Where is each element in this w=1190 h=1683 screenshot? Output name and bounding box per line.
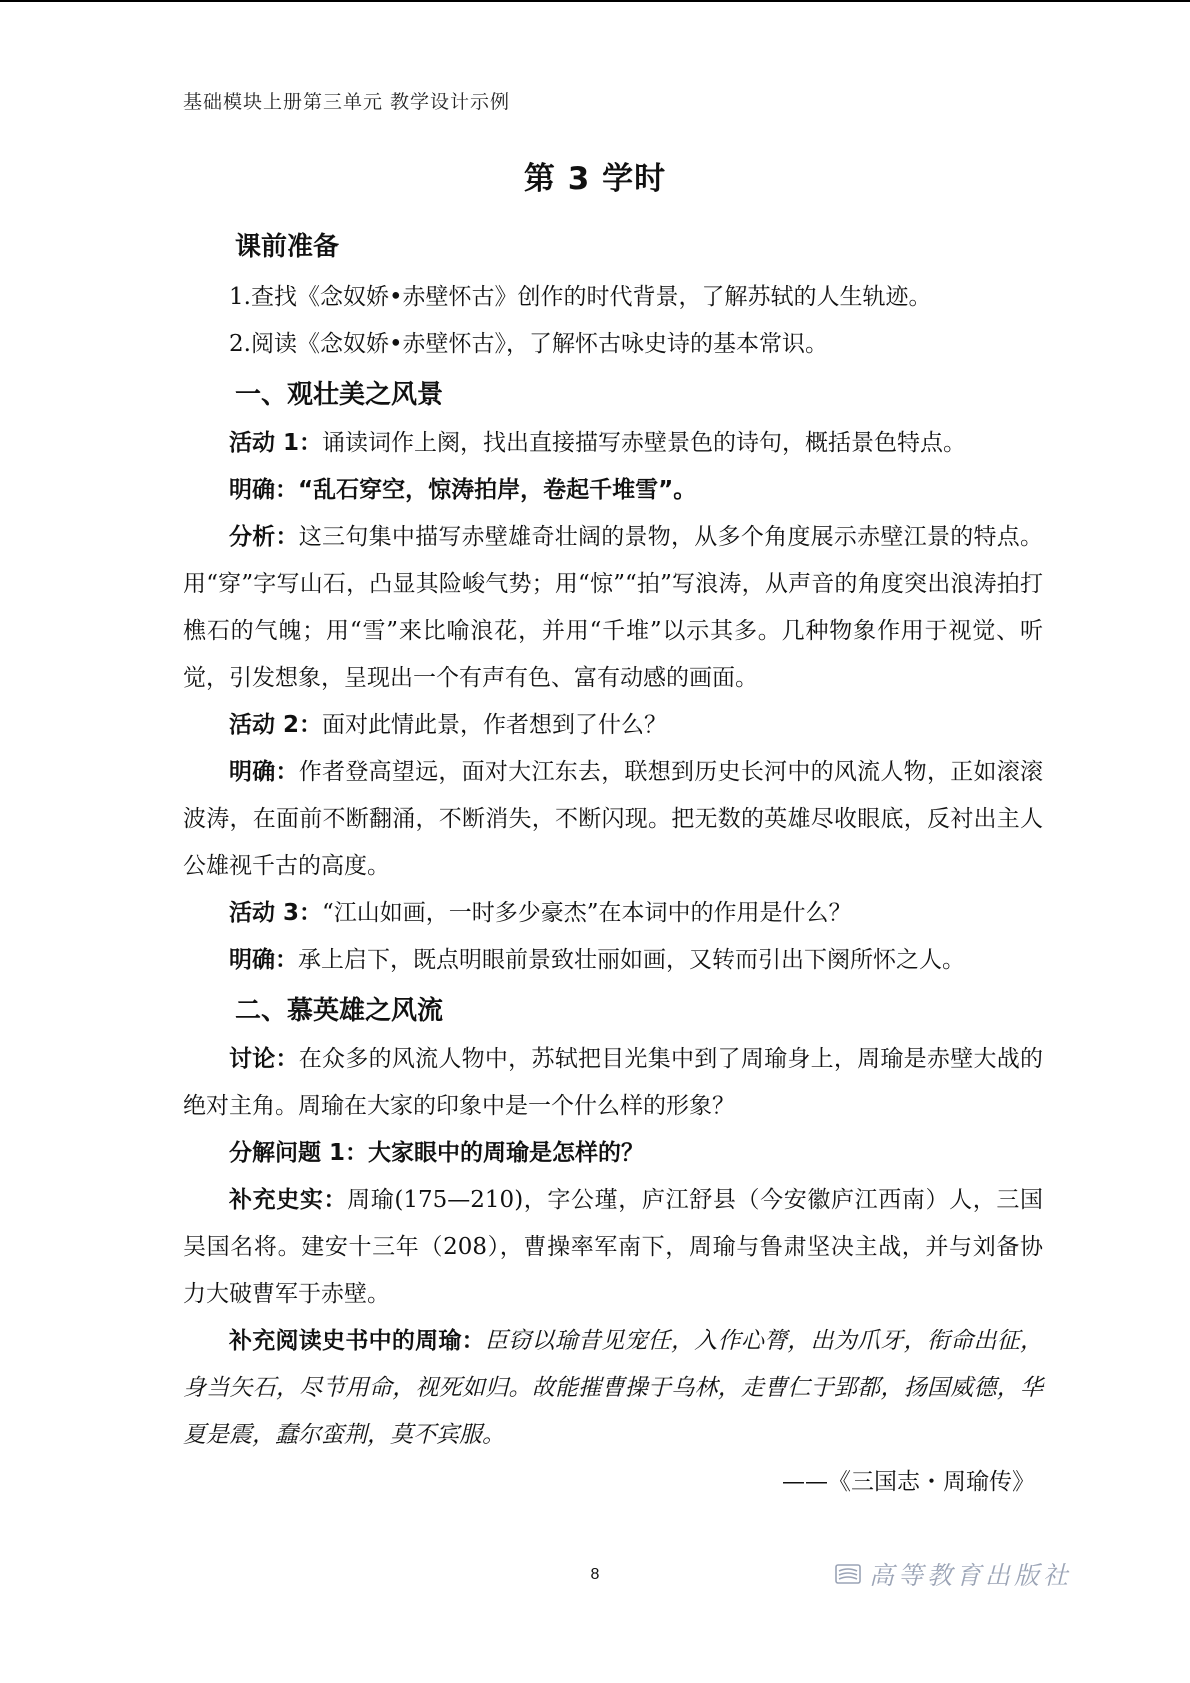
activity-3-text: “江山如画，一时多少豪杰”在本词中的作用是什么？ [322,900,852,926]
supplementary-reading-label: 补充阅读史书中的周瑜： [229,1328,485,1354]
supplementary-reading-text: 臣窃以瑜昔见宠任，入作心膂，出为爪牙，衔命出征，身当矢石，尽节用命，视死如归。故能摧曹操于乌林，走曹仁于郢都，扬国威德，华夏是震，蠢尔蛮荆，莫不宾服。 [183,1328,1044,1448]
activity-1 [183,420,1043,467]
answer-2 [183,749,1043,890]
answer-3 [183,937,1043,984]
activity-1-text: 诵读词作上阕，找出直接描写赤壁景色的诗句，概括景色特点。 [322,430,967,456]
answer-3-text: 承上启下，既点明眼前景致壮丽如画，又转而引出下阕所怀之人。 [298,947,965,973]
answer-2-text: 作者登高望远，面对大江东去，联想到历史长河中的风流人物，正如滚滚波涛，在面前不断翻涌，不断消失，不断闪现。把无数的英雄尽收眼底，反衬出主人公雄视千古的高度。 [183,759,1044,879]
answer-1-label: 明确： [229,477,298,503]
analysis-text: 这三句集中描写赤壁雄奇壮阔的景物，从多个角度展示赤壁江景的特点。用“穿”字写山石，凸显其险峻气势；用“惊”“拍”写浪涛，从声音的角度突出浪涛拍打樵石的气魄；用“雪”来比喻浪花，并用“千堆”以示其多。几种物象作用于视觉、听觉，引发想象，呈现出一个有声有色、富有动感的画面。 [183,524,1044,691]
answer-2-label: 明确： [229,759,299,785]
analysis-label: 分析： [229,524,299,550]
lesson-title: 第 3 学时 [523,161,667,197]
running-header: 基础模块上册第三单元 教学设计示例 [183,91,511,113]
historical-facts-text: 周瑜(175—210)，字公瑾，庐江舒县（今安徽庐江西南）人，三国吴国名将。建安十三年（208），曹操率军南下，周瑜与鲁肃坚决主战，并与刘备协力大破曹军于赤壁。 [183,1187,1044,1307]
top-rule [0,0,1190,2]
discussion [183,1036,1043,1130]
discussion-text: 在众多的风流人物中，苏轼把目光集中到了周瑜身上，周瑜是赤壁大战的绝对主角。周瑜在大家的印象中是一个什么样的形象？ [183,1046,1044,1119]
main-content [183,222,1043,1506]
analysis [183,514,1043,702]
publisher-logo-icon [835,1563,861,1585]
discussion-label: 讨论： [229,1046,299,1072]
activity-1-label: 活动 1： [229,430,323,456]
prep-item-2: 2.阅读《念奴娇•赤壁怀古》，了解怀古咏史诗的基本常识。 [229,331,829,357]
activity-2 [183,702,1043,749]
publisher-name: 高等教育出版社 [869,1561,1073,1590]
section1-heading: 一、观壮美之风景 [235,380,444,410]
answer-3-label: 明确： [229,947,298,973]
historical-facts [183,1177,1043,1318]
sub-question-1: 分解问题 1：大家眼中的周瑜是怎样的？ [229,1140,645,1166]
answer-1-text: “乱石穿空，惊涛拍岸，卷起千堆雪”。 [298,477,697,503]
activity-2-label: 活动 2： [229,712,323,738]
prep-item-1: 1.查找《念奴娇•赤壁怀古》创作的时代背景，了解苏轼的人生轨迹。 [229,284,932,310]
historical-facts-label: 补充史实： [229,1187,348,1213]
page-number: 8 [590,1566,600,1583]
section2-heading: 二、慕英雄之风流 [235,996,444,1026]
quote-attribution: ——《三国志・周瑜传》 [782,1469,1035,1495]
activity-2-text: 面对此情此景，作者想到了什么？ [322,712,668,738]
activity-3 [183,890,1043,937]
supplementary-reading [183,1318,1043,1459]
prep-heading: 课前准备 [235,232,340,262]
publisher-mark [835,1556,1072,1592]
answer-1 [183,467,1043,514]
activity-3-label: 活动 3： [229,900,323,926]
